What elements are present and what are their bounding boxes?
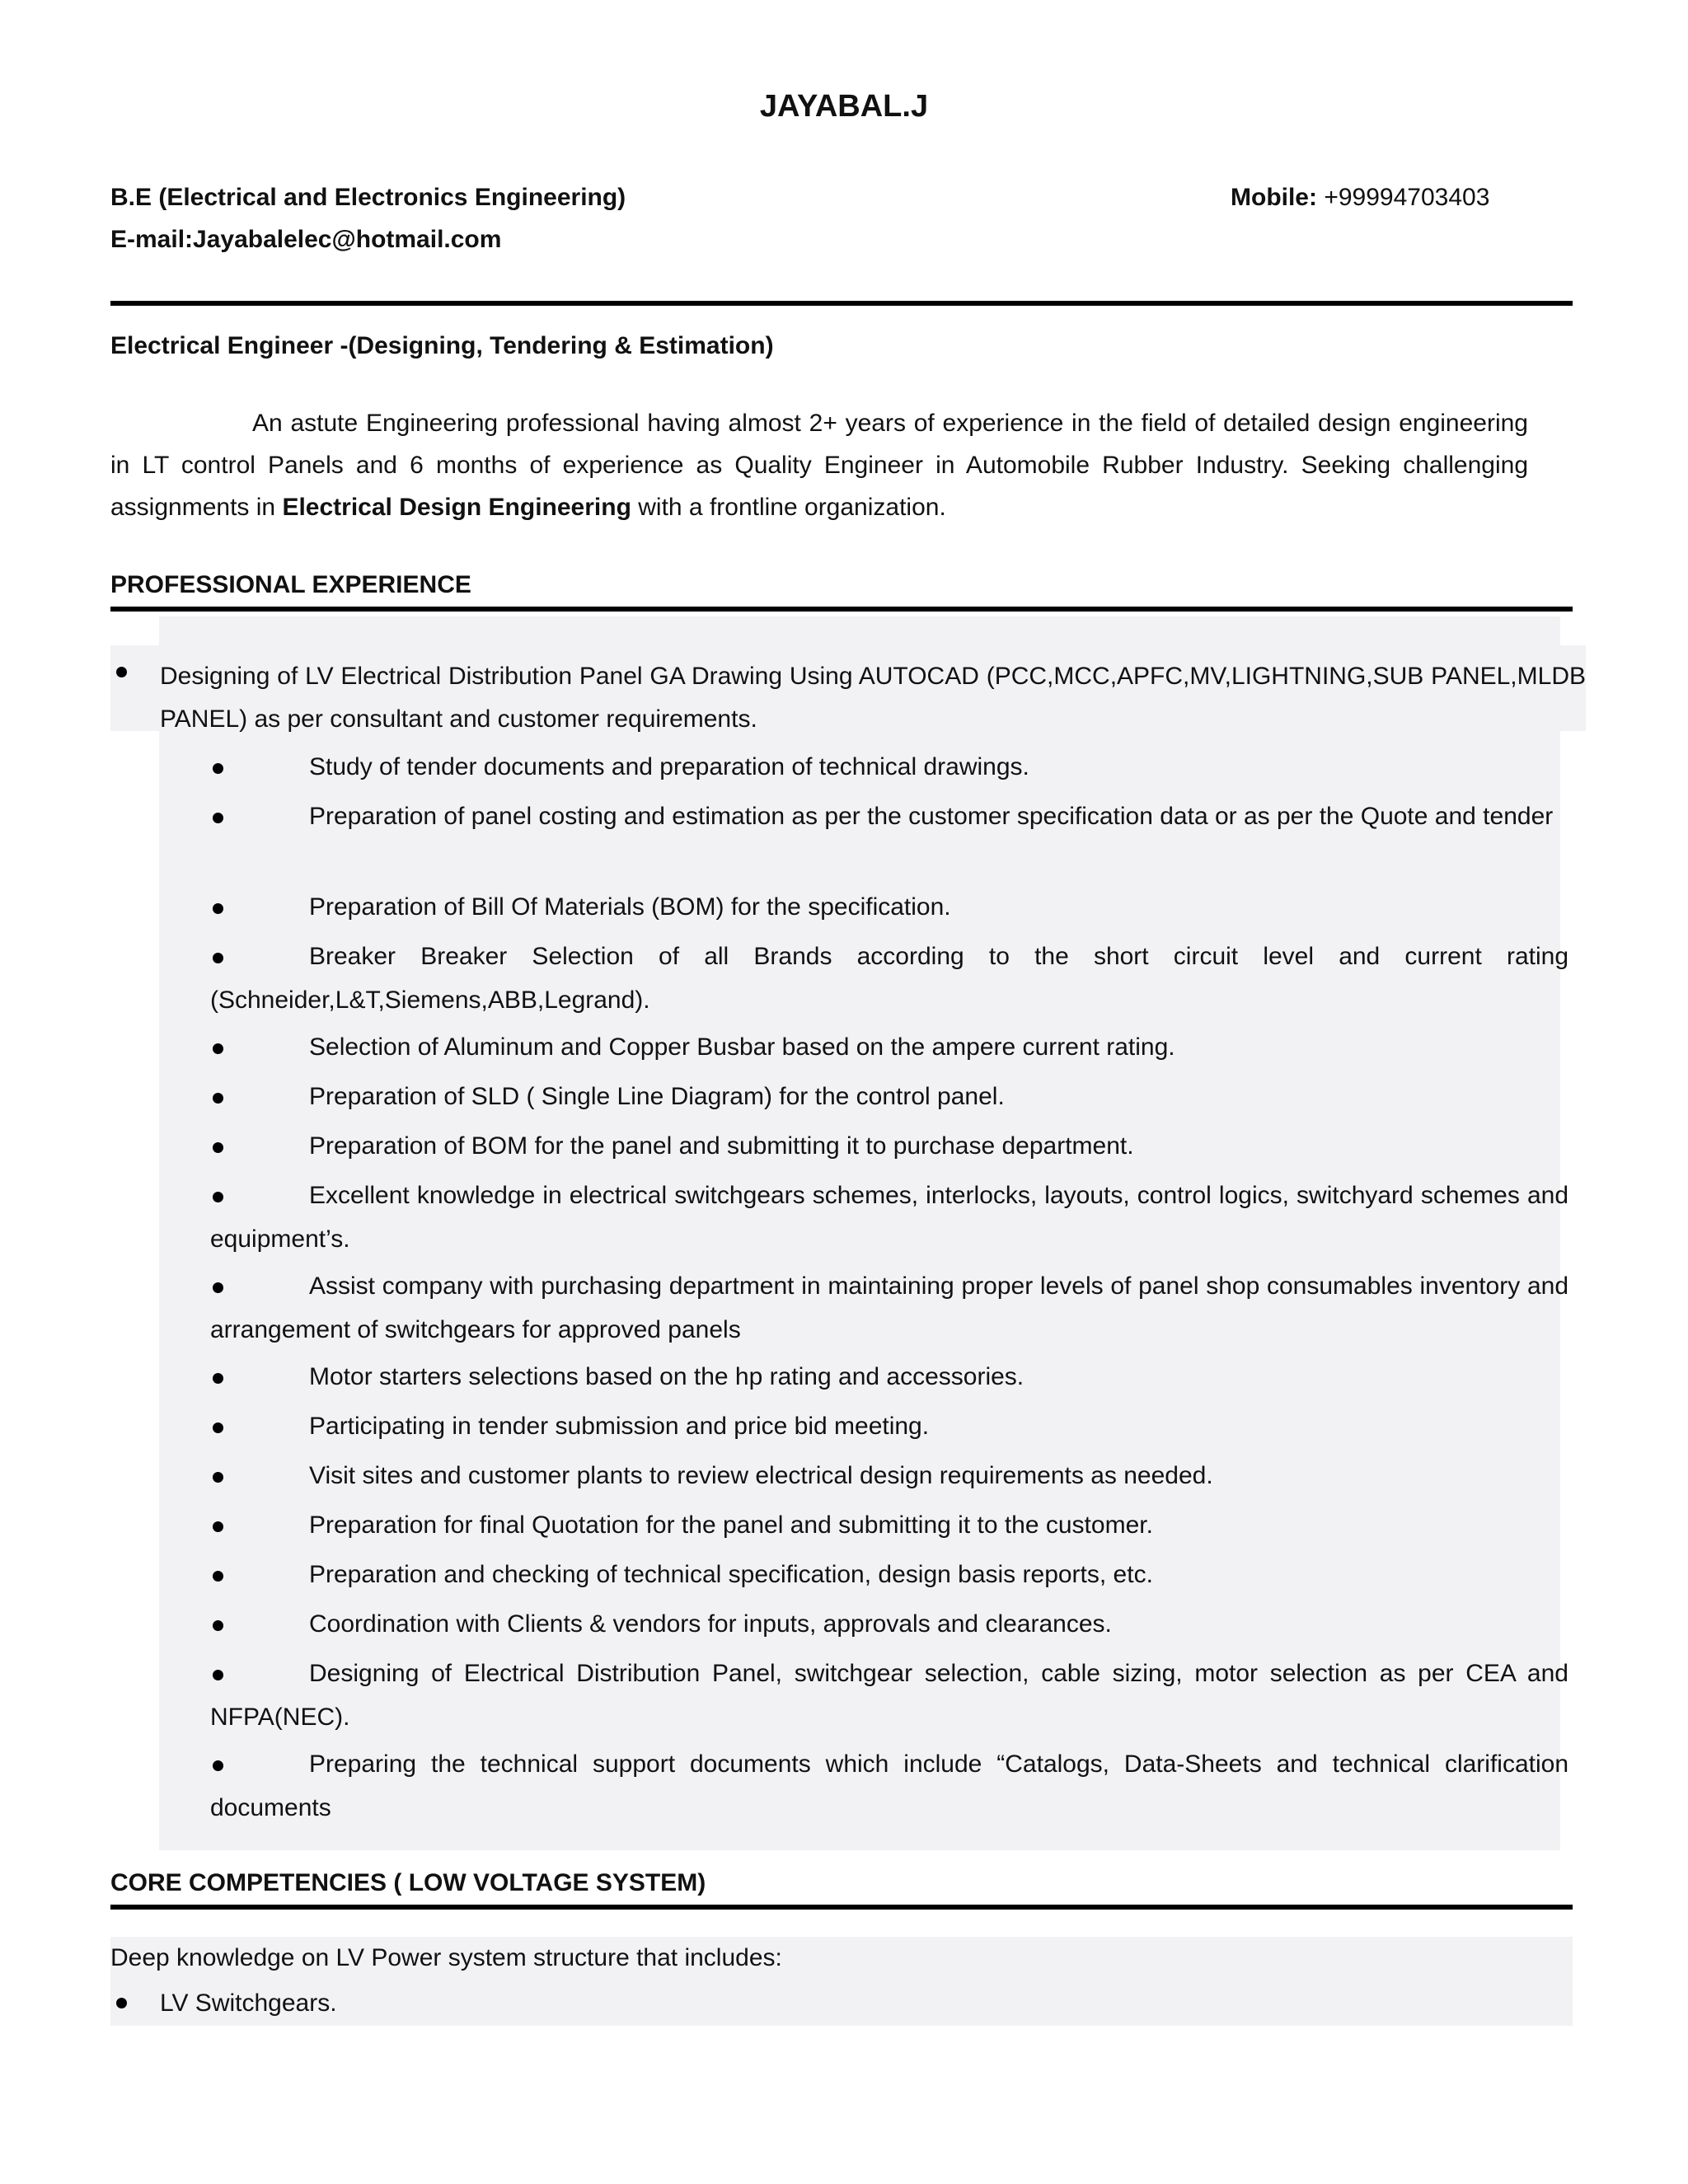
objective-summary <box>110 402 1528 528</box>
experience-heading: PROFESSIONAL EXPERIENCE <box>110 571 471 598</box>
objective-highlight: Electrical Design Engineering <box>282 494 631 521</box>
job-title: Electrical Engineer -(Designing, Tendering & Estimation) <box>110 332 774 359</box>
experience-shade-top <box>159 616 1560 649</box>
experience-sub-item: Selection of Aluminum and Copper Busbar based on the ampere current rating. <box>309 1033 1175 1061</box>
experience-sub-item: Preparation of panel costing and estimation as per the customer specification data or as per the Quote and tender <box>309 803 1554 830</box>
experience-sub-item: Preparing the technical support documents which include “Catalogs, Data-Sheets and technical clarification documents <box>210 1750 1568 1821</box>
email: E-mail:Jayabalelec@hotmail.com <box>110 226 502 253</box>
experience-sub-item: Breaker Breaker Selection of all Brands according to the short circuit level and current rating (Schneider,L&T,Siemens,ABB,Legrand). <box>210 943 1568 1014</box>
experience-sub-item: Preparation of SLD ( Single Line Diagram) for the control panel. <box>309 1083 1005 1110</box>
bullet-dot <box>116 667 127 677</box>
experience-sub-item: Assist company with purchasing department in maintaining proper levels of panel shop consumables inventory and arrangement of switchgears for approved panels <box>210 1272 1568 1343</box>
header-divider <box>110 301 1573 306</box>
bullet-dot <box>116 1998 127 2008</box>
experience-sub-item: Preparation of Bill Of Materials (BOM) for the specification. <box>309 893 951 921</box>
experience-main-item: Designing of LV Electrical Distribution Panel GA Drawing Using AUTOCAD (PCC,MCC,APFC,MV,LIGHTNING,SUB PANEL,MLDB PANEL) as per consultant and customer requirements. <box>160 663 1586 733</box>
competencies-heading: CORE COMPETENCIES ( LOW VOLTAGE SYSTEM) <box>110 1869 706 1896</box>
objective-text-2: with a frontline organization. <box>631 494 946 521</box>
mobile <box>1231 181 1489 214</box>
competencies-divider <box>110 1905 1573 1910</box>
competency-item: LV Switchgears. <box>160 1990 337 2017</box>
experience-sub-item: Visit sites and customer plants to review electrical design requirements as needed. <box>309 1462 1213 1489</box>
experience-sub-item: Preparation of BOM for the panel and submitting it to purchase department. <box>309 1132 1134 1160</box>
experience-sub-item: Designing of Electrical Distribution Panel, switchgear selection, cable sizing, motor selection as per CEA and NFPA(NEC). <box>210 1660 1568 1731</box>
experience-divider <box>110 607 1573 612</box>
experience-sub-item: Study of tender documents and preparation of technical drawings. <box>309 753 1029 780</box>
mobile-value: +99994703403 <box>1317 184 1490 211</box>
experience-sub-item: Coordination with Clients & vendors for inputs, approvals and clearances. <box>309 1610 1112 1638</box>
experience-sub-item: Excellent knowledge in electrical switchgears schemes, interlocks, layouts, control logics, switchyard schemes and equipment’s. <box>210 1182 1568 1253</box>
degree: B.E (Electrical and Electronics Engineering) <box>110 184 626 211</box>
experience-sub-item: Preparation and checking of technical specification, design basis reports, etc. <box>309 1561 1153 1588</box>
mobile-label: Mobile: <box>1231 184 1317 211</box>
experience-sub-item: Participating in tender submission and price bid meeting. <box>309 1413 930 1440</box>
objective-text-1: An astute Engineering professional having almost 2+ years of experience in the field of detailed design engineering in LT control Panels and 6 months of experience as Quality Engineer in Automobile Rubber Industry. Seeking challenging assignments in <box>110 410 1528 521</box>
experience-sub-item: Preparation for final Quotation for the panel and submitting it to the customer. <box>309 1511 1153 1539</box>
experience-sub-item: Motor starters selections based on the hp rating and accessories. <box>309 1363 1025 1390</box>
candidate-name: JAYABAL.J <box>759 89 929 124</box>
competencies-intro: Deep knowledge on LV Power system structure that includes: <box>110 1944 782 1971</box>
